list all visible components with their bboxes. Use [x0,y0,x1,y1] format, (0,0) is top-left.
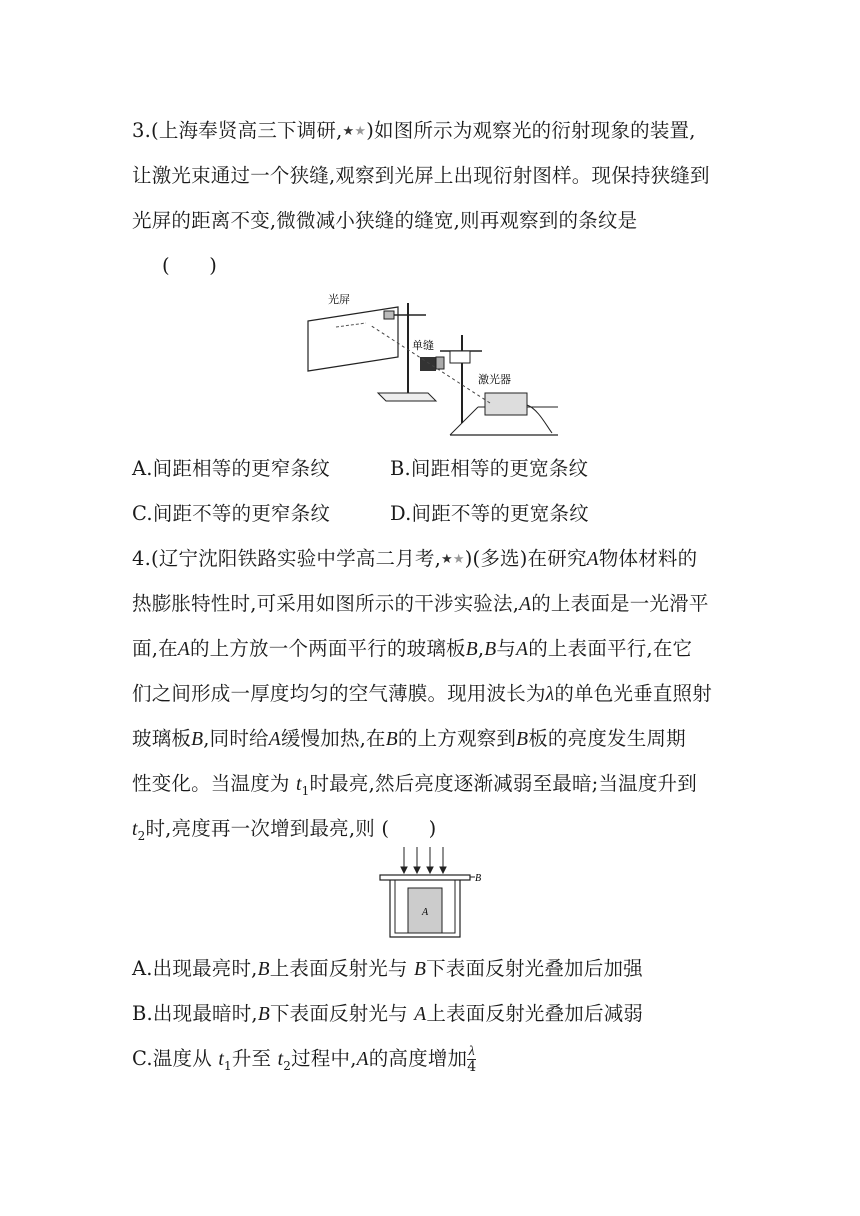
q3-line-1: 3.(上海奉贤高三下调研,★★)如图所示为观察光的衍射现象的装置, [132,119,696,142]
q3-option-c: C.间距不等的更窄条纹 [132,502,331,525]
q4-line-3: 面,在A的上方放一个两面平行的玻璃板B,B与A的上表面平行,在它 [132,637,693,660]
q4-option-b: B.出现最暗时,B下表面反射光与 A上表面反射光叠加后减弱 [132,1002,644,1025]
interference-apparatus-figure [375,845,495,940]
difficulty-star-icon: ★★ [441,552,465,567]
q4-line-6: 性变化。当温度为 $t_1$时最亮,然后亮度逐渐减弱至最暗;当温度升到 [132,772,697,798]
q4-option-a: A.出现最亮时,B上表面反射光与 B下表面反射光叠加后加强 [132,957,643,980]
q4-line-7: $t_2$时,亮度再一次增到最亮,则 ( ) [132,817,437,843]
label-screen: 光屏 [328,293,350,306]
q4-line-2: 热膨胀特性时,可采用如图所示的干涉实验法,A的上表面是一光滑平 [132,592,709,615]
label-block-a: A [422,907,429,918]
q3-source: 3.(上海奉贤高三下调研, [132,119,343,142]
q4-line-1: 4.(辽宁沈阳铁路实验中学高二月考,★★)(多选)在研究A物体材料的 [132,547,698,570]
diffraction-apparatus-figure [300,285,560,445]
difficulty-star-icon: ★★ [342,124,367,139]
q3-line-3: 光屏的距离不变,微微减小狭缝的缝宽,则再观察到的条纹是 [132,209,638,232]
q3-answer-paren: ( ) [162,254,218,277]
q3-option-a: A.间距相等的更窄条纹 [132,457,330,480]
label-laser: 激光器 [478,373,511,386]
q4-line-5: 玻璃板B,同时给A缓慢加热,在B的上方观察到B板的亮度发生周期 [132,727,686,750]
label-slit: 单缝 [412,339,434,352]
q3-line-2: 让激光束通过一个狭缝,观察到光屏上出现衍射图样。现保持狭缝到 [132,164,710,187]
label-plate-b: B [475,873,482,884]
q3-option-d: D.间距不等的更宽条纹 [390,502,589,525]
fraction-lambda-over-4: $\frac{\lambda}{4}$ [467,1044,477,1075]
q4-option-c: C.温度从 $t_1$升至 $t_2$过程中,A的高度增加 $\frac{\lambda}{4}$ [132,1044,477,1075]
q4-line-4: 们之间形成一厚度均匀的空气薄膜。现用波长为λ的单色光垂直照射 [132,682,712,705]
q4-answer-paren: ( ) [381,817,437,840]
q3-option-b: B.间距相等的更宽条纹 [390,457,589,480]
